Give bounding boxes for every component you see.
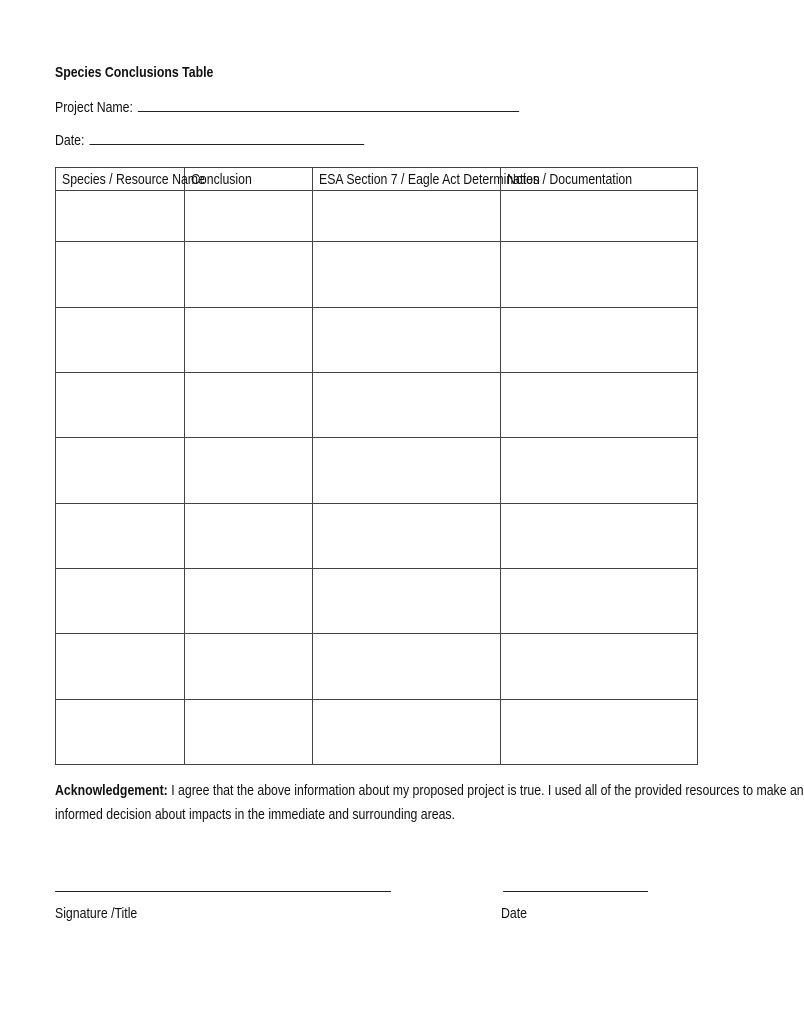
table-row — [56, 307, 698, 372]
table-cell[interactable] — [501, 191, 698, 242]
table-cell[interactable] — [185, 568, 313, 633]
table-cell[interactable] — [185, 503, 313, 568]
table-header-row — [56, 168, 698, 191]
table-cell[interactable] — [56, 372, 185, 437]
table-cell[interactable] — [56, 191, 185, 242]
table-cell[interactable] — [56, 699, 185, 764]
acknowledgement — [55, 779, 804, 827]
table-body — [56, 191, 698, 765]
table-cell[interactable] — [185, 699, 313, 764]
table-cell[interactable] — [185, 634, 313, 699]
table-cell[interactable] — [501, 307, 698, 372]
table-cell[interactable] — [501, 242, 698, 307]
header-species-resource-name: Species / Resource Name — [56, 168, 185, 191]
table-cell[interactable] — [313, 634, 501, 699]
header-esa-determination: ESA Section 7 / Eagle Act Determination — [313, 168, 501, 191]
signature-line[interactable] — [55, 891, 391, 892]
table-cell[interactable] — [313, 191, 501, 242]
form-title: Species Conclusions Table — [55, 64, 214, 81]
table-cell[interactable] — [313, 372, 501, 437]
project-name-field — [55, 97, 621, 116]
table-cell[interactable] — [185, 191, 313, 242]
table-cell[interactable] — [313, 699, 501, 764]
table-cell[interactable] — [501, 699, 698, 764]
table-cell[interactable] — [185, 307, 313, 372]
date-input-line[interactable] — [89, 130, 364, 145]
table-row — [56, 242, 698, 307]
table-cell[interactable] — [56, 568, 185, 633]
table-cell[interactable] — [501, 568, 698, 633]
table-cell[interactable] — [185, 372, 313, 437]
table-cell[interactable] — [56, 242, 185, 307]
date-signature-line[interactable] — [503, 891, 648, 892]
table-cell[interactable] — [501, 503, 698, 568]
table-cell[interactable] — [313, 568, 501, 633]
project-name-label: Project Name: — [55, 99, 133, 116]
table-cell[interactable] — [56, 307, 185, 372]
table-cell[interactable] — [185, 242, 313, 307]
table-row — [56, 634, 698, 699]
acknowledgement-text-line-2: informed decision about impacts in the immediate and surrounding areas. — [55, 806, 455, 823]
table-cell[interactable] — [313, 307, 501, 372]
header-notes-documentation: Notes / Documentation — [501, 168, 698, 191]
table-row — [56, 372, 698, 437]
table-cell[interactable] — [501, 438, 698, 503]
table-cell[interactable] — [313, 242, 501, 307]
table-cell[interactable] — [56, 438, 185, 503]
table-cell[interactable] — [313, 503, 501, 568]
table-cell[interactable] — [185, 438, 313, 503]
acknowledgement-text-line-1: I agree that the above information about my proposed project is true. I used all of the provided resources to make an — [167, 782, 804, 799]
project-name-input-line[interactable] — [138, 97, 519, 112]
table-row — [56, 438, 698, 503]
signature-label: Signature /Title — [55, 905, 138, 922]
header-conclusion: Conclusion — [185, 168, 313, 191]
table-cell[interactable] — [56, 503, 185, 568]
signature-date-label: Date — [501, 905, 527, 922]
date-field — [55, 130, 432, 149]
table-cell[interactable] — [501, 372, 698, 437]
table-row — [56, 503, 698, 568]
acknowledgement-label: Acknowledgement: — [55, 782, 168, 799]
date-label: Date: — [55, 132, 85, 149]
table-row — [56, 699, 698, 764]
table-row — [56, 568, 698, 633]
table-cell[interactable] — [501, 634, 698, 699]
table-cell[interactable] — [313, 438, 501, 503]
species-conclusions-table — [55, 167, 698, 765]
table-cell[interactable] — [56, 634, 185, 699]
table-row — [56, 191, 698, 242]
